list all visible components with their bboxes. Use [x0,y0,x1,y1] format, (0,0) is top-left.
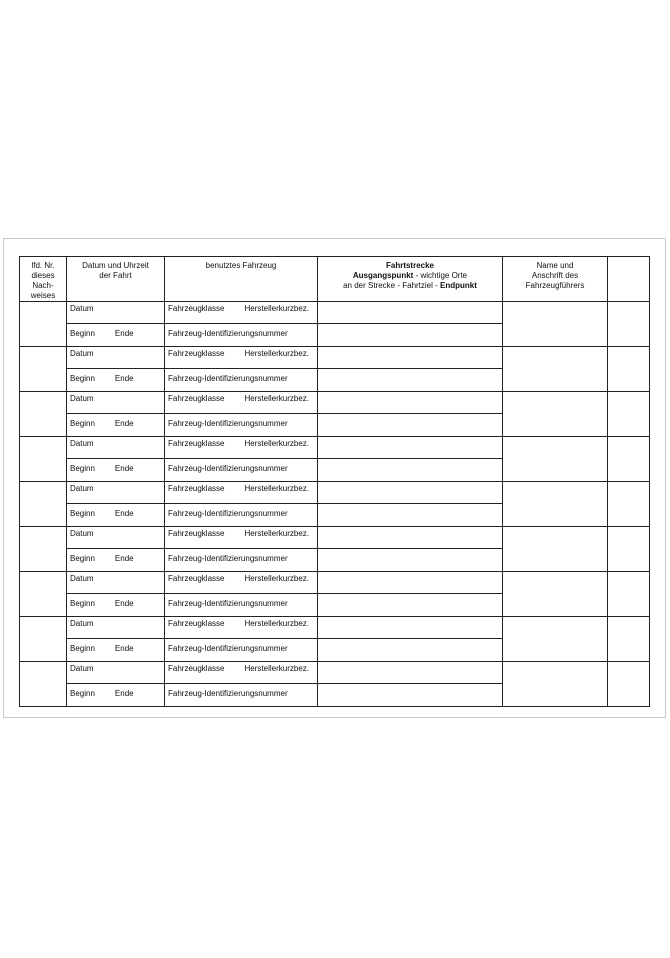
extra-cell[interactable] [608,662,650,707]
label-ende: Ende [114,329,134,338]
label-datum: Datum [70,304,94,313]
date-time-cell[interactable] [67,392,165,437]
label-beginn: Beginn [70,599,95,608]
label-beginn: Beginn [70,329,95,338]
label-fahrzeugklasse: Fahrzeugklasse [168,394,225,403]
label-fin: Fahrzeug-Identifizierungsnummer [168,689,288,698]
label-datum: Datum [70,529,94,538]
label-fin: Fahrzeug-Identifizierungsnummer [168,374,288,383]
driver-cell[interactable] [503,347,608,392]
label-beginn: Beginn [70,554,95,563]
form-sheet [3,238,666,718]
header-row [20,257,650,302]
route-cell[interactable] [318,572,503,617]
label-fin: Fahrzeug-Identifizierungsnummer [168,419,288,428]
header-text: - wichtige Orte [413,271,468,280]
table-row [20,662,650,707]
entry-number-cell[interactable] [20,572,67,617]
vehicle-cell[interactable] [165,527,318,572]
header-text [318,271,502,281]
label-herstellerkurzbez: Herstellerkurzbez. [244,304,309,313]
label-herstellerkurzbez: Herstellerkurzbez. [244,619,309,628]
date-time-cell[interactable] [67,482,165,527]
label-datum: Datum [70,619,94,628]
extra-cell[interactable] [608,572,650,617]
label-fahrzeugklasse: Fahrzeugklasse [168,574,225,583]
table-row [20,392,650,437]
extra-cell[interactable] [608,392,650,437]
date-time-cell[interactable] [67,302,165,347]
route-cell[interactable] [318,302,503,347]
label-fahrzeugklasse: Fahrzeugklasse [168,529,225,538]
entry-number-cell[interactable] [20,437,67,482]
label-datum: Datum [70,349,94,358]
route-cell[interactable] [318,392,503,437]
label-ende: Ende [114,644,134,653]
date-time-cell[interactable] [67,347,165,392]
logbook-table [19,256,650,707]
header-vehicle [165,257,318,302]
label-fin: Fahrzeug-Identifizierungsnummer [168,599,288,608]
header-text-bold: Ausgangspunkt [352,271,414,280]
label-fin: Fahrzeug-Identifizierungsnummer [168,329,288,338]
date-time-cell[interactable] [67,572,165,617]
route-cell[interactable] [318,527,503,572]
date-time-cell[interactable] [67,437,165,482]
label-herstellerkurzbez: Herstellerkurzbez. [244,529,309,538]
vehicle-cell[interactable] [165,347,318,392]
driver-cell[interactable] [503,482,608,527]
route-cell[interactable] [318,482,503,527]
vehicle-cell[interactable] [165,482,318,527]
header-text: Nach- [32,281,54,290]
vehicle-cell[interactable] [165,302,318,347]
extra-cell[interactable] [608,437,650,482]
header-text: Fahrzeugführers [525,281,585,290]
driver-cell[interactable] [503,527,608,572]
driver-cell[interactable] [503,302,608,347]
label-fahrzeugklasse: Fahrzeugklasse [168,439,225,448]
header-text: lfd. Nr. [31,261,55,270]
label-datum: Datum [70,439,94,448]
label-herstellerkurzbez: Herstellerkurzbez. [244,394,309,403]
label-fin: Fahrzeug-Identifizierungsnummer [168,464,288,473]
header-text-bold: Endpunkt [440,281,477,290]
driver-cell[interactable] [503,617,608,662]
label-beginn: Beginn [70,509,95,518]
route-cell[interactable] [318,437,503,482]
entry-number-cell[interactable] [20,527,67,572]
label-datum: Datum [70,394,94,403]
label-herstellerkurzbez: Herstellerkurzbez. [244,484,309,493]
entry-number-cell[interactable] [20,302,67,347]
header-text: an der Strecke - Fahrtziel - [343,281,441,290]
date-time-cell[interactable] [67,662,165,707]
label-herstellerkurzbez: Herstellerkurzbez. [244,349,309,358]
date-time-cell[interactable] [67,527,165,572]
vehicle-cell[interactable] [165,392,318,437]
label-ende: Ende [114,689,134,698]
label-ende: Ende [114,554,134,563]
extra-cell[interactable] [608,617,650,662]
header-text: benutztes Fahrzeug [205,261,277,270]
entry-number-cell[interactable] [20,482,67,527]
label-fahrzeugklasse: Fahrzeugklasse [168,664,225,673]
label-herstellerkurzbez: Herstellerkurzbez. [244,439,309,448]
header-route [318,257,503,302]
entry-number-cell[interactable] [20,392,67,437]
label-datum: Datum [70,664,94,673]
header-text: Anschrift des [531,271,579,280]
extra-cell[interactable] [608,482,650,527]
header-date-time [67,257,165,302]
extra-cell[interactable] [608,302,650,347]
extra-cell[interactable] [608,527,650,572]
table-row [20,617,650,662]
driver-cell[interactable] [503,437,608,482]
entry-number-cell[interactable] [20,617,67,662]
label-fin: Fahrzeug-Identifizierungsnummer [168,554,288,563]
extra-cell[interactable] [608,347,650,392]
header-extra [608,257,650,302]
label-herstellerkurzbez: Herstellerkurzbez. [244,664,309,673]
label-beginn: Beginn [70,419,95,428]
label-herstellerkurzbez: Herstellerkurzbez. [244,574,309,583]
header-text: Name und [536,261,574,270]
header-entry-number [20,257,67,302]
table-row [20,527,650,572]
label-beginn: Beginn [70,464,95,473]
label-ende: Ende [114,509,134,518]
label-fahrzeugklasse: Fahrzeugklasse [168,349,225,358]
label-ende: Ende [114,419,134,428]
entry-number-cell[interactable] [20,347,67,392]
label-ende: Ende [114,599,134,608]
table-row [20,302,650,347]
header-text: Datum und Uhrzeit [82,261,149,270]
date-time-cell[interactable] [67,617,165,662]
entry-number-cell[interactable] [20,662,67,707]
label-datum: Datum [70,484,94,493]
route-cell[interactable] [318,347,503,392]
header-text [318,281,502,291]
vehicle-cell[interactable] [165,572,318,617]
vehicle-cell[interactable] [165,662,318,707]
vehicle-cell[interactable] [165,617,318,662]
table-row [20,572,650,617]
label-fahrzeugklasse: Fahrzeugklasse [168,484,225,493]
table-row [20,347,650,392]
label-fin: Fahrzeug-Identifizierungsnummer [168,509,288,518]
label-ende: Ende [114,464,134,473]
header-text: Fahrtstrecke [385,261,435,270]
header-text: weises [30,291,56,300]
driver-cell[interactable] [503,392,608,437]
label-ende: Ende [114,374,134,383]
label-fahrzeugklasse: Fahrzeugklasse [168,304,225,313]
header-text: dieses [31,271,55,280]
table-row [20,437,650,482]
header-text: der Fahrt [99,271,132,280]
label-beginn: Beginn [70,644,95,653]
route-cell[interactable] [318,662,503,707]
driver-cell[interactable] [503,572,608,617]
label-beginn: Beginn [70,689,95,698]
label-fahrzeugklasse: Fahrzeugklasse [168,619,225,628]
table-row [20,482,650,527]
header-driver [503,257,608,302]
label-fin: Fahrzeug-Identifizierungsnummer [168,644,288,653]
vehicle-cell[interactable] [165,437,318,482]
label-datum: Datum [70,574,94,583]
label-beginn: Beginn [70,374,95,383]
route-cell[interactable] [318,617,503,662]
driver-cell[interactable] [503,662,608,707]
